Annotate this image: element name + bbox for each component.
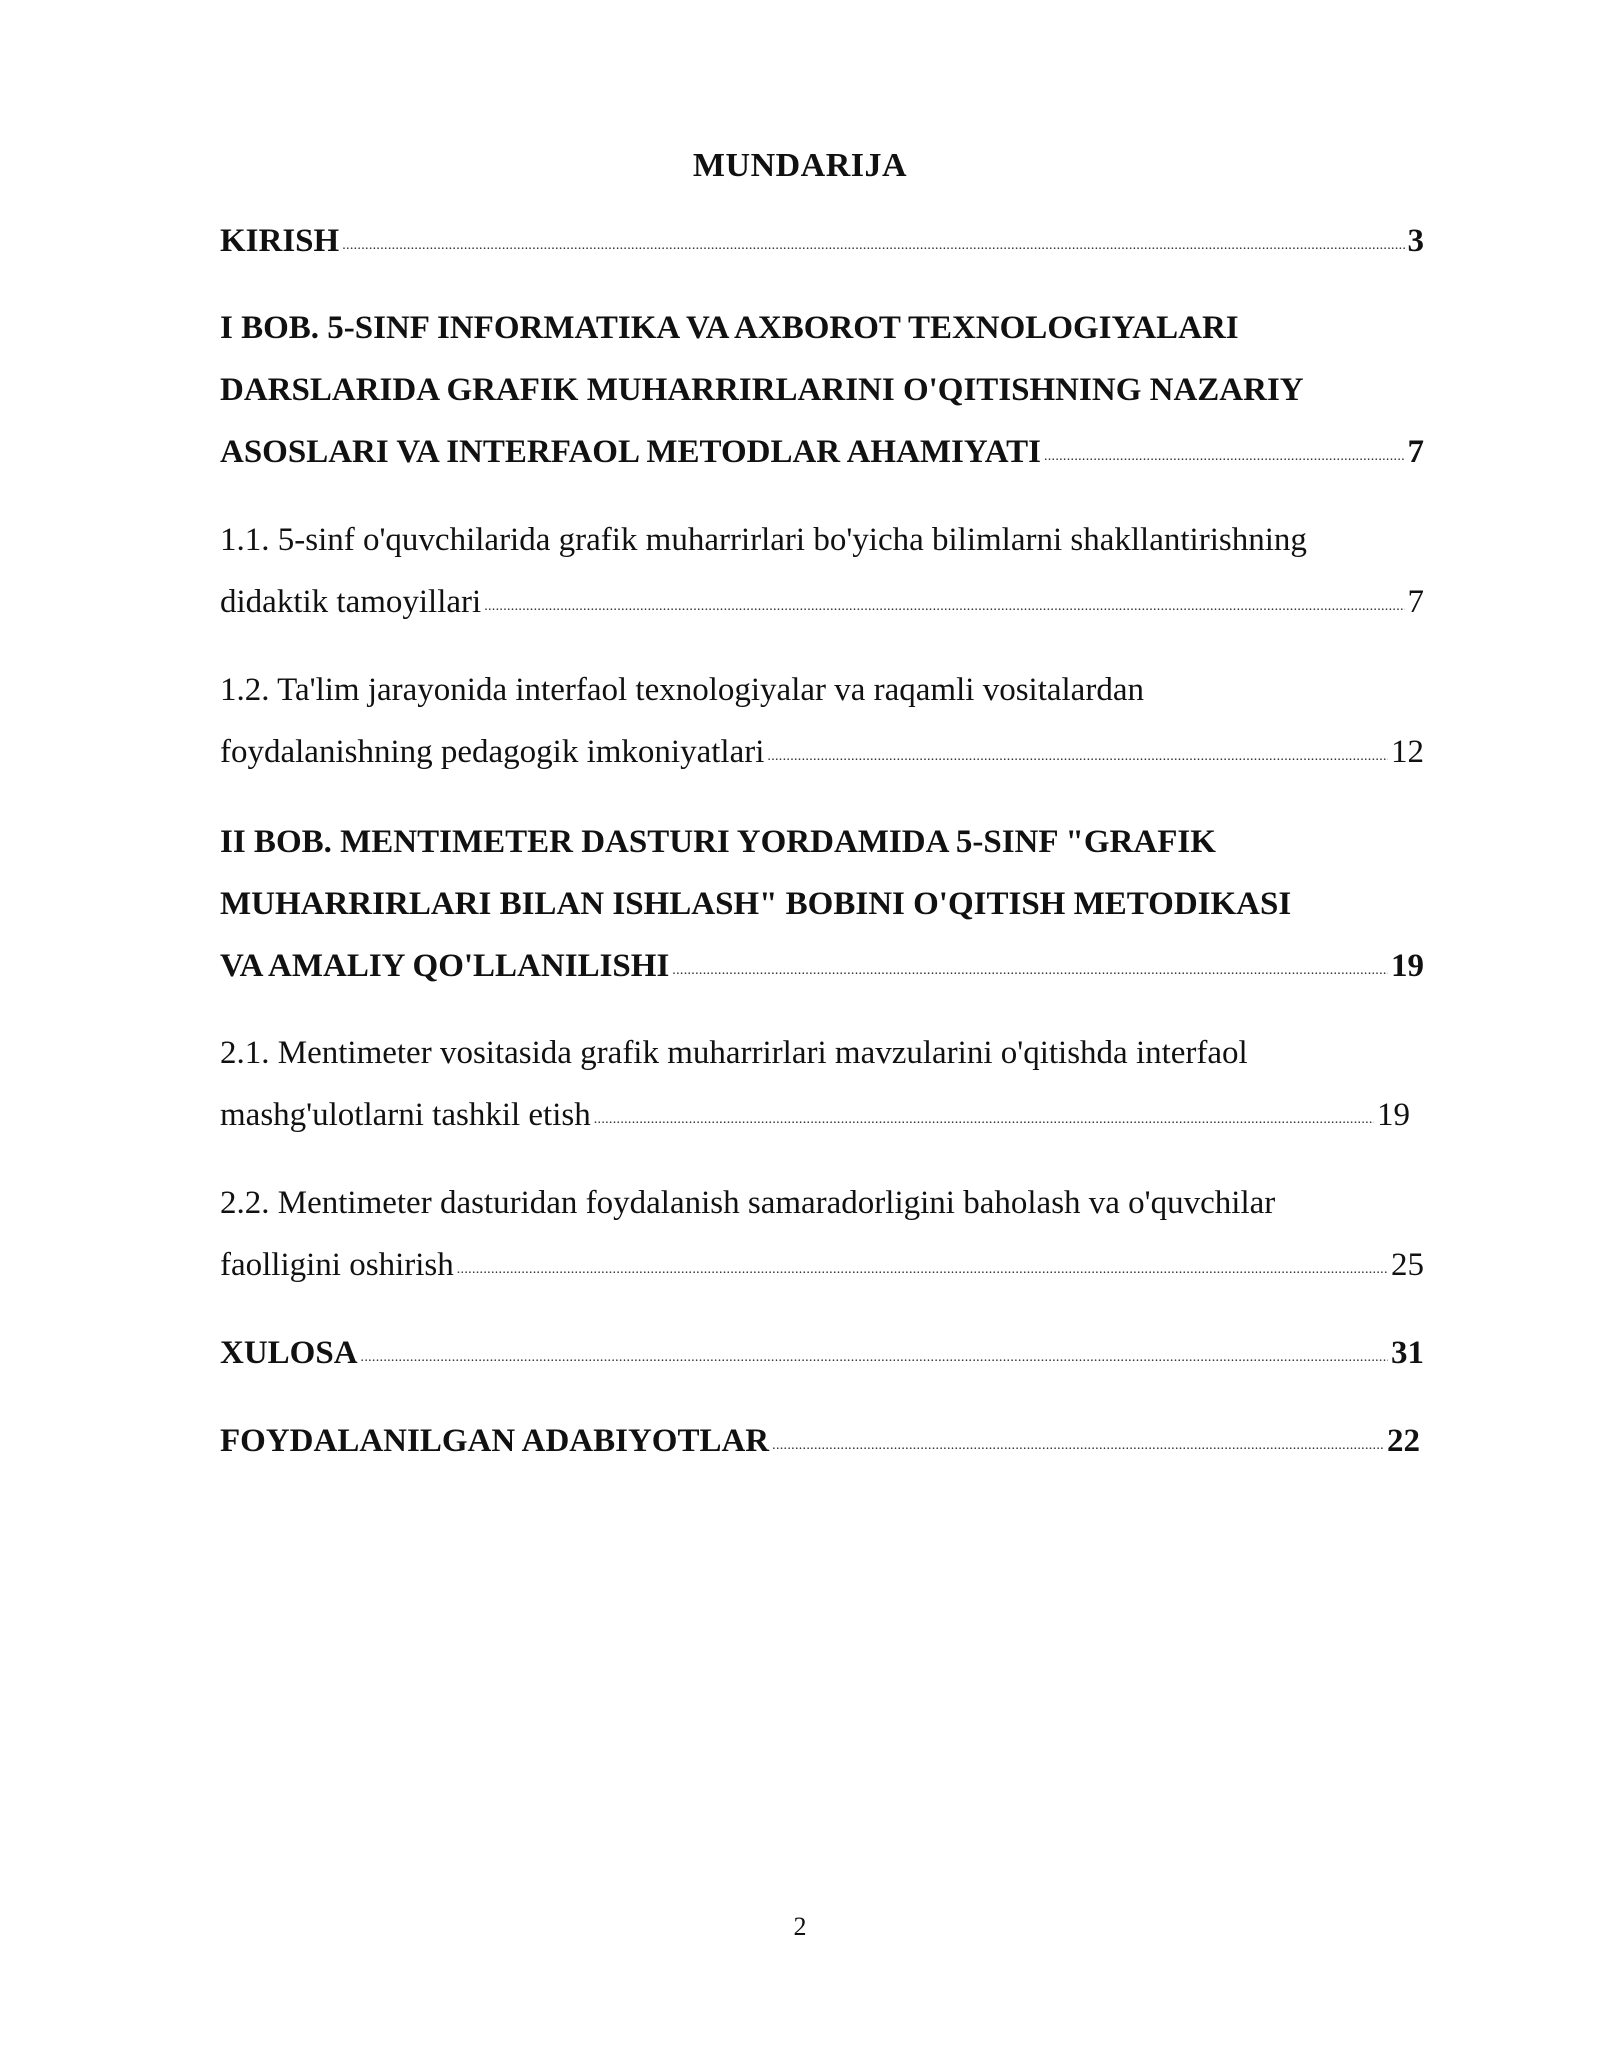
- dot-leader: [767, 726, 1388, 788]
- toc-entry-title: KIRISH: [220, 223, 340, 259]
- toc-page-number: 31: [1391, 1335, 1424, 1371]
- toc-entry-section-2-2[interactable]: [220, 1172, 1424, 1296]
- toc-entry-title-line: 2.2. Mentimeter dasturidan foydalanish samaradorligini baholash va o'quvchilar: [220, 1185, 1276, 1221]
- toc-entry-section-2-1[interactable]: [220, 1022, 1424, 1146]
- dot-leader: [342, 215, 1404, 277]
- toc-entry-title: mashg'ulotlarni tashkil etish: [220, 1097, 591, 1133]
- dot-leader: [361, 1327, 1388, 1389]
- toc-page-number: 22: [1387, 1423, 1420, 1459]
- toc-entry-kirish[interactable]: [220, 210, 1424, 272]
- toc-page-number: 19: [1391, 948, 1424, 984]
- toc-page-number: 25: [1391, 1247, 1424, 1283]
- toc-page-number: 3: [1407, 223, 1424, 259]
- toc-entry-title: XULOSA: [220, 1335, 358, 1371]
- toc-entry-title: didaktik tamoyillari: [220, 584, 482, 620]
- dot-leader: [457, 1239, 1388, 1301]
- toc-page-number: 19: [1377, 1097, 1410, 1133]
- toc-page-number: 7: [1407, 434, 1424, 470]
- toc-page-number: 12: [1391, 734, 1424, 770]
- footer-page-number: 2: [793, 1912, 807, 1941]
- toc-entry-title-line: 1.1. 5-sinf o'quvchilarida grafik muharrirlari bo'yicha bilimlarni shakllantirishning: [220, 522, 1307, 558]
- toc-entry-section-1-2[interactable]: [220, 659, 1424, 783]
- toc-entry-xulosa[interactable]: [220, 1322, 1424, 1384]
- dot-leader: [594, 1089, 1374, 1151]
- toc-entry-title-line: MUHARRIRLARI BILAN ISHLASH" BOBINI O'QITISH METODIKASI: [220, 886, 1292, 922]
- toc-entry-title: faolligini oshirish: [220, 1247, 454, 1283]
- toc-entry-title-line: 2.1. Mentimeter vositasida grafik muharrirlari mavzularini o'qitishda interfaol: [220, 1035, 1248, 1071]
- dot-leader: [672, 940, 1388, 1002]
- toc-entry-references[interactable]: [220, 1410, 1420, 1472]
- toc-page-number: 7: [1407, 584, 1424, 620]
- toc-entry-chapter-1[interactable]: [220, 297, 1424, 483]
- toc-entry-title-line: 1.2. Ta'lim jarayonida interfaol texnologiyalar va raqamli vositalardan: [220, 672, 1144, 708]
- toc-entry-title: VA AMALIY QO'LLANILISHI: [220, 948, 670, 984]
- dot-leader: [772, 1415, 1384, 1477]
- toc-entry-section-1-1[interactable]: [220, 509, 1424, 633]
- toc-entry-title-line: I BOB. 5-SINF INFORMATIKA VA AXBOROT TEXNOLOGIYALARI: [220, 310, 1239, 346]
- toc-entry-title: FOYDALANILGAN ADABIYOTLAR: [220, 1423, 770, 1459]
- toc-entry-title-line: II BOB. MENTIMETER DASTURI YORDAMIDA 5-SINF "GRAFIK: [220, 824, 1216, 860]
- toc-entry-title: ASOSLARI VA INTERFAOL METODLAR AHAMIYATI: [220, 434, 1041, 470]
- toc-entry-title-line: DARSLARIDA GRAFIK MUHARRIRLARINI O'QITISHNING NAZARIY: [220, 372, 1304, 408]
- toc-entry-chapter-2[interactable]: [220, 811, 1424, 997]
- dot-leader: [1044, 426, 1405, 488]
- page-title: MUNDARIJA: [692, 147, 908, 184]
- toc-entry-title: foydalanishning pedagogik imkoniyatlari: [220, 734, 765, 770]
- dot-leader: [484, 576, 1404, 638]
